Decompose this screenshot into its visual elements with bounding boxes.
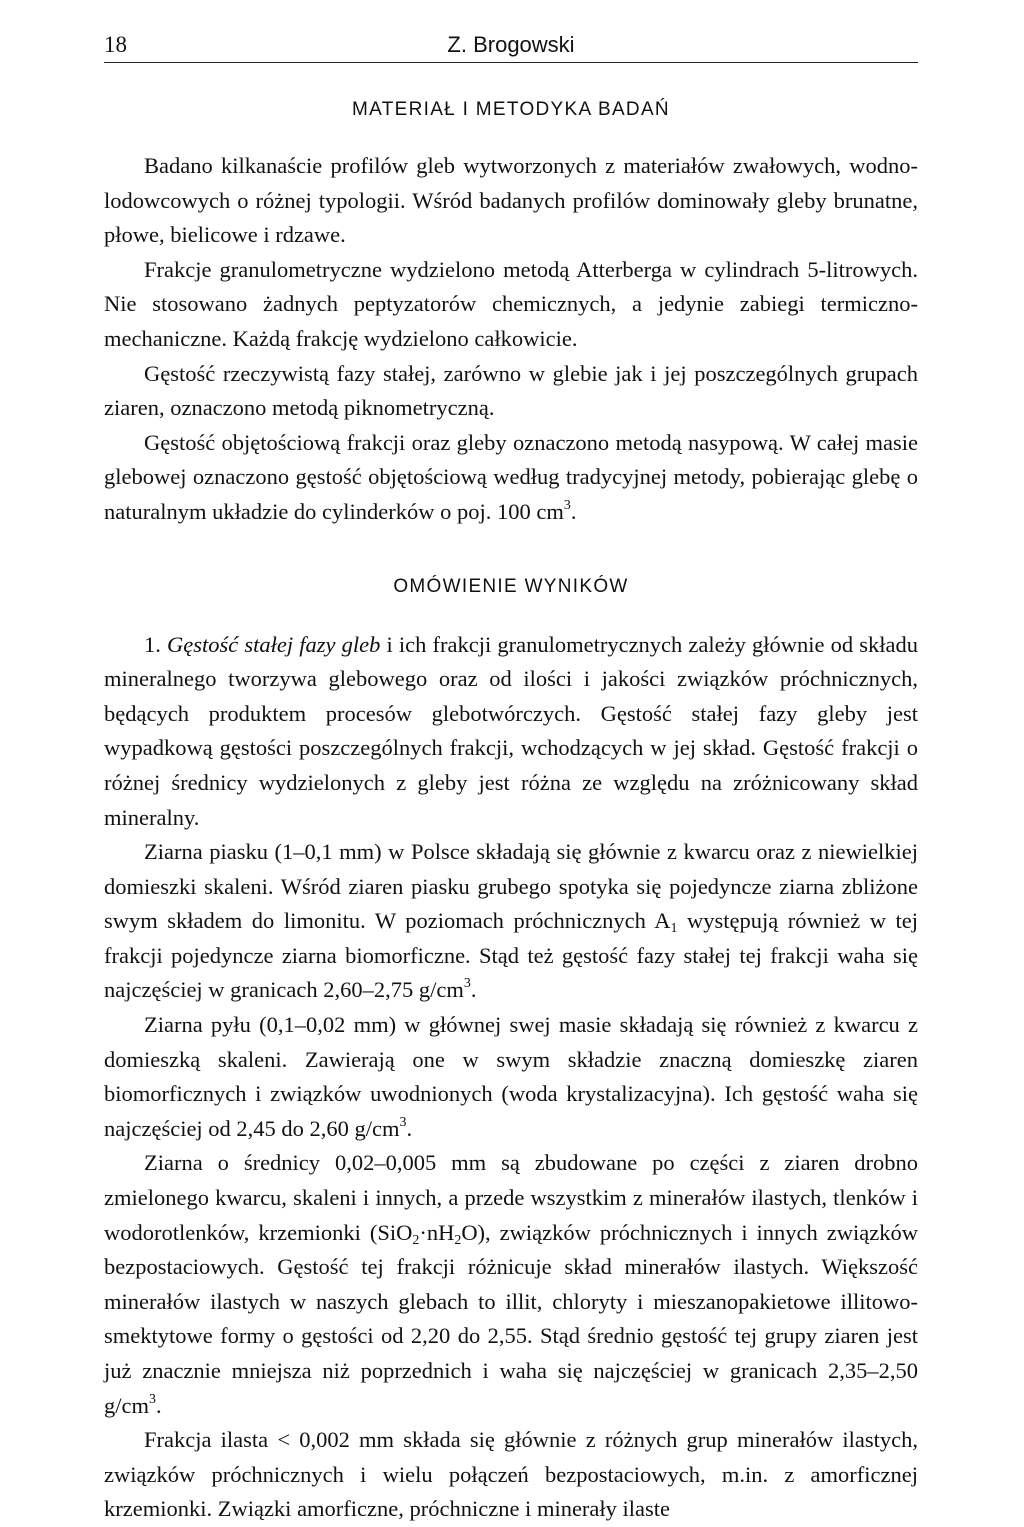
paragraph-silt: [104, 1008, 918, 1146]
superscript: 3: [399, 1114, 407, 1130]
running-title: Z. Brogowski: [447, 32, 575, 57]
subscript: 1: [670, 921, 678, 937]
paragraph-fine-silt: [104, 1146, 918, 1423]
paragraph-silt-text: Ziarna pyłu (0,1–0,02 mm) w głównej swej masie składają się również z kwarcu z domieszką skaleni. Zawierają one w swym składzie znaczną domieszkę ziaren biomorficznych i związków uwodnionych (woda krystalizacyjna). Ich gęstość waha się najczęściej od 2,45 do 2,60 g/cm: [104, 1012, 918, 1141]
punctuation: .: [470, 977, 477, 1003]
section-heading-results: OMÓWIENIE WYNIKÓW: [393, 575, 629, 597]
paragraph-fine-silt-text-a: Ziarna o średnicy 0,02–0,005 mm są zbudowane po części z ziaren drobno zmielonego kwarcu, skaleni i innych, a przede wszystkim z minerałów ilastych, tlenków i wodorotlenków, krzemionki (SiO: [104, 1150, 918, 1245]
punctuation: .: [406, 1115, 413, 1141]
paragraph-sand: [104, 835, 918, 1008]
paragraph-fractions: Frakcje granulometryczne wydzielono metodą Atterberga w cylindrach 5-litrowych. Nie stosowano żadnych peptyzatorów chemicznych, a jedynie zabiegi termiczno-mechaniczne. Każdą frakcję wydzielono całkowicie.: [104, 256, 918, 351]
paragraph-fine-silt-text-c: O), związków próchnicznych i innych związków bezpostaciowych. Gęstość tej frakcji różnicuje skład minerałów ilastych. Większość minerałów ilastych w naszych glebach to illit, chloryty i mieszanopakietowe illitowo-smektytowe formy o gęstości od 2,20 do 2,55. Stąd średnio gęstość tej grupy ziaren jest już znacznie mniejsza niż poprzednich i waha się najczęściej w granicach 2,35–2,50 g/cm: [104, 1219, 919, 1418]
punctuation: .: [570, 498, 577, 524]
paragraph-fine-silt-text-b: ·nH: [419, 1219, 455, 1245]
paragraph-clay: Frakcja ilasta < 0,002 mm składa się głównie z różnych grup minerałów ilastych, związków próchnicznych i wielu połączeń bezpostaciowych, m.in. z amorficznej krzemionki. Związki amorficzne, próchniczne i minerały ilaste: [104, 1427, 918, 1522]
paragraph-solid-phase: [104, 628, 918, 836]
subscript: 2: [412, 1232, 420, 1248]
subscript: 2: [454, 1232, 462, 1248]
paragraph-density-bulk: [104, 426, 918, 530]
list-number: 1.: [144, 631, 168, 657]
page-body: [104, 24, 918, 1527]
paragraph-sand-text-a: Ziarna piasku (1–0,1 mm) w Polsce składają się głównie z kwarcu oraz z niewielkiej domieszki skaleni. Wśród ziaren piasku grubego spotyka się pojedyncze ziarna zbliżone swym składem do limonitu. W poziomach próchnicznych A: [104, 839, 918, 934]
page-number: 18: [104, 32, 127, 57]
paragraph-density-bulk-text: Gęstość objętościową frakcji oraz gleby oznaczono metodą nasypową. W całej masie glebowej oznaczono gęstość objętościową według tradycyjnej metody, pobierając glebę o naturalnym układzie do cylinderków o poj. 100 cm: [104, 429, 918, 524]
paragraph-solid-phase-text: i ich frakcji granulometrycznych zależy głównie od składu mineralnego tworzywa glebowego oraz od ilości i jakości związków próchnicznych, będących produktem procesów glebotwórczych. Gęstość stałej fazy gleby jest wypadkową gęstości poszczególnych frakcji, wchodzących w jej skład. Gęstość frakcji o różnej średnicy wydzielonych z gleby jest różna ze względu na zróżnicowany skład mineralny.: [104, 631, 919, 830]
paragraph-materials: Badano kilkanaście profilów gleb wytworzonych z materiałów zwałowych, wodno-lodowcowych o różnej typologii. Wśród badanych profilów dominowały gleby brunatne, płowe, bielicowe i rdzawe.: [104, 153, 918, 248]
italic-term: Gęstość stałej fazy gleb: [167, 631, 381, 657]
superscript: 3: [463, 976, 471, 992]
paragraph-sand-text-b: występują również w tej frakcji pojedyncze ziarna biomorficzne. Stąd też gęstość fazy stałej tej frakcji waha się najczęściej w granicach 2,60–2,75 g/cm: [104, 908, 918, 1003]
running-head: [104, 24, 918, 63]
punctuation: .: [155, 1392, 162, 1418]
superscript: 3: [149, 1391, 156, 1407]
superscript: 3: [563, 497, 571, 513]
paragraph-density-real: Gęstość rzeczywistą fazy stałej, zarówno w glebie jak i jej poszczególnych grupach ziaren, oznaczono metodą piknometryczną.: [104, 360, 918, 421]
section-heading-methods: MATERIAŁ I METODYKA BADAŃ: [352, 99, 670, 120]
